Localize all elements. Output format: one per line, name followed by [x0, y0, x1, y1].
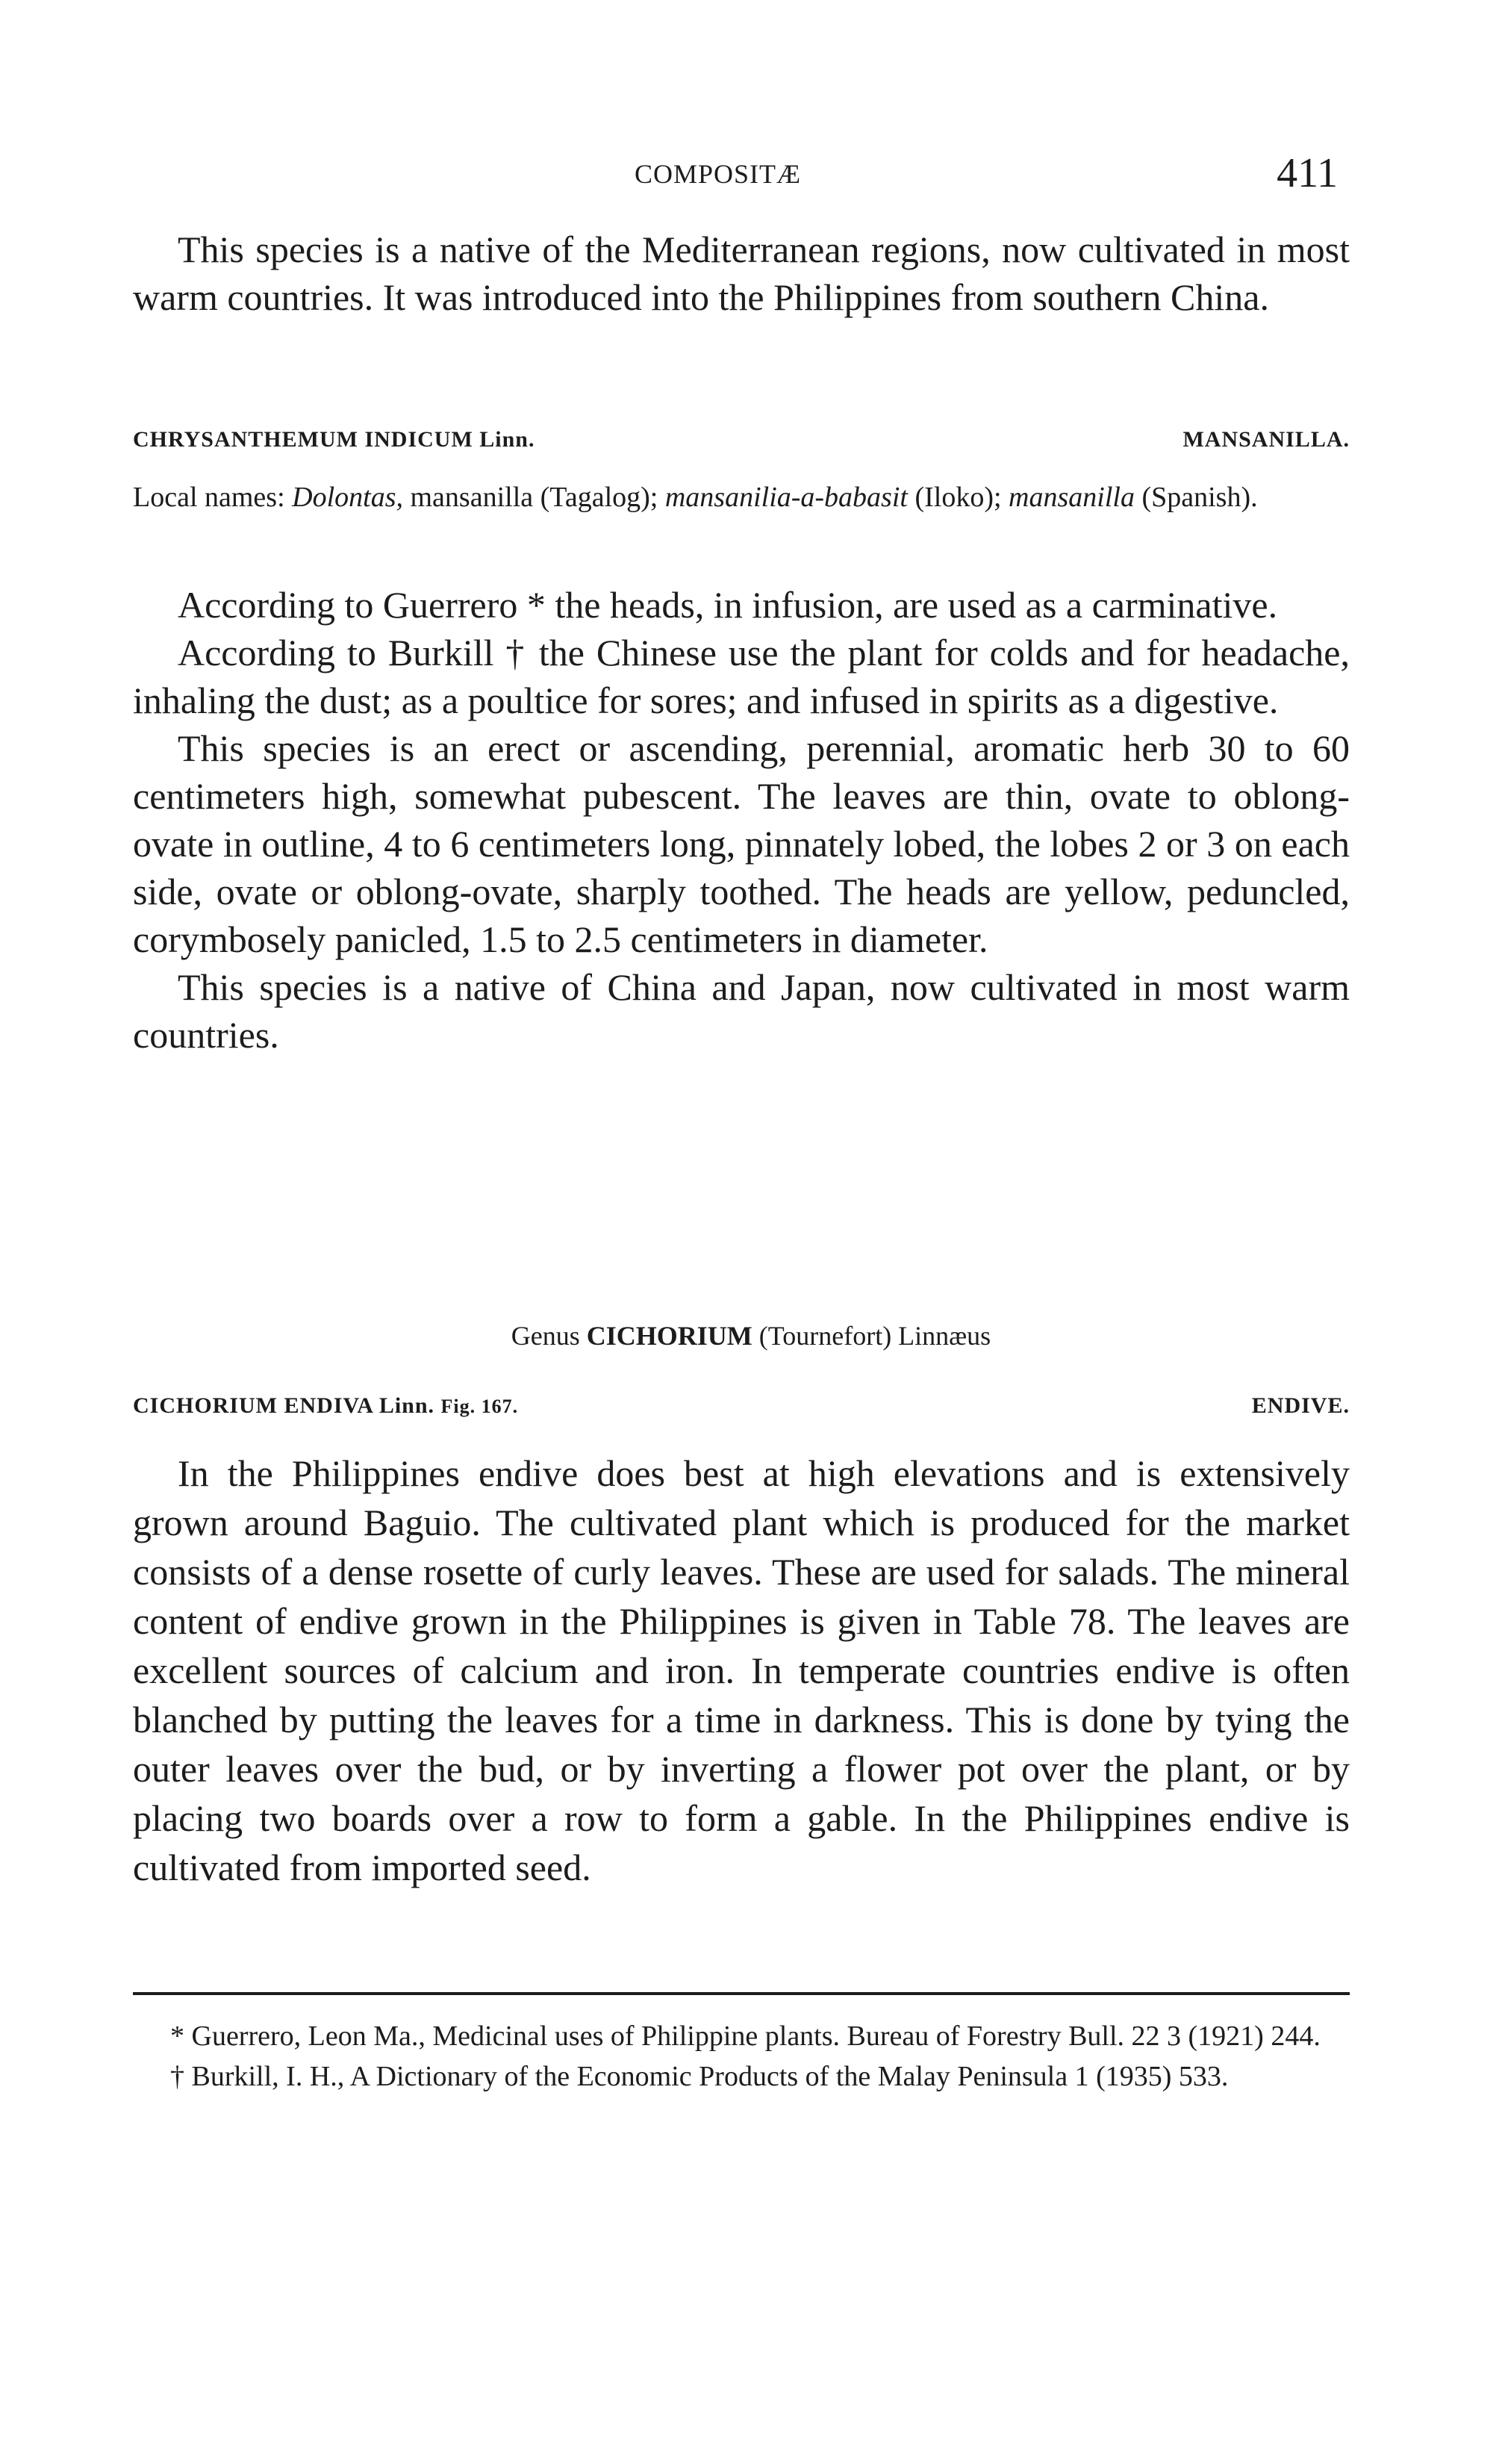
genus-name: CICHORIUM [586, 1321, 752, 1351]
local-name-dolontas: Dolontas, [292, 482, 403, 513]
genus-authority: (Tournefort) Linnæus [758, 1321, 991, 1351]
genus-heading [0, 1320, 1502, 1351]
cichorium-name-group [133, 1393, 518, 1419]
cichorium-paragraph: In the Philippines endive does best at high elevations and is extensively grown around Baguio. The cultivated plant which is produced for the market consists of a dense rosette of curly leaves. These are used for salads. The mineral content of endive grown in the Philippines is given in Table 78. The leaves are excellent sources of calcium and iron. In temperate countries endive is often blanched by putting the leaves for a time in darkness. This is done by tying the outer leaves over the bud, or by inverting a flower pot over the plant, or by placing two boards over a row to form a gable. In the Philippines endive is cultivated from imported seed. [133, 1452, 1350, 1888]
local-name-iloko-label: (Iloko); [914, 482, 1002, 513]
chrysanthemum-description [133, 581, 1350, 1059]
cichorium-description [133, 1449, 1350, 1892]
intro-paragraph-block [133, 225, 1350, 321]
footnotes [133, 2016, 1350, 2097]
chrysanthemum-scientific-name: CHRYSANTHEMUM INDICUM Linn. [133, 427, 535, 452]
chrysanthemum-paragraph-guerrero: According to Guerrero * the heads, in infusion, are used as a carminative. [178, 584, 1278, 626]
chrysanthemum-local-names [133, 478, 1350, 517]
footnote-guerrero: * Guerrero, Leon Ma., Medicinal uses of Philippine plants. Bureau of Forestry Bull. 22 3 (1921) 244. [170, 2020, 1321, 2052]
chrysanthemum-paragraph-description: This species is an erect or ascending, perennial, aromatic herb 30 to 60 centimeters high, somewhat pubescent. The leaves are thin, ovate to oblong-ovate in outline, 4 to 6 centimeters long, pinnately lobed, the lobes 2 or 3 on each side, ovate or oblong-ovate, sharply toothed. The heads are yellow, peduncled, corymbosely panicled, 1.5 to 2.5 centimeters in diameter. [133, 727, 1350, 960]
chrysanthemum-paragraph-burkill: According to Burkill † the Chinese use the plant for colds and for headache, inhaling the dust; as a poultice for sores; and infused in spirits as a digestive. [133, 632, 1350, 721]
cichorium-entry-heading [133, 1393, 1350, 1419]
footnote-burkill: † Burkill, I. H., A Dictionary of the Economic Products of the Malay Peninsula 1 (1935) 533. [170, 2061, 1229, 2092]
local-name-tagalog: mansanilla (Tagalog); [410, 482, 658, 513]
local-name-iloko: mansanilia-a-babasit [664, 482, 908, 513]
page-number: 411 [1277, 150, 1338, 196]
local-names-label: Local names: [133, 482, 285, 513]
chrysanthemum-common-name: MANSANILLA. [1182, 427, 1350, 452]
chrysanthemum-entry-heading [133, 427, 1350, 452]
footnote-rule [133, 1992, 1350, 1995]
cichorium-common-name: ENDIVE. [1251, 1393, 1350, 1418]
cichorium-scientific-name: CICHORIUM ENDIVA Linn. [133, 1393, 435, 1418]
local-name-spanish-label: (Spanish). [1141, 482, 1258, 513]
intro-paragraph: This species is a native of the Mediterranean regions, now cultivated in most warm countries. It was introduced into the Philippines from southern China. [133, 228, 1350, 318]
running-head: COMPOSITÆ [635, 159, 802, 189]
cichorium-figure-ref: Fig. 167. [440, 1396, 519, 1417]
chrysanthemum-paragraph-native: This species is a native of China and Japan, now cultivated in most warm countries. [133, 966, 1350, 1056]
genus-prefix: Genus [511, 1321, 580, 1351]
local-name-spanish: mansanilla [1009, 482, 1135, 513]
